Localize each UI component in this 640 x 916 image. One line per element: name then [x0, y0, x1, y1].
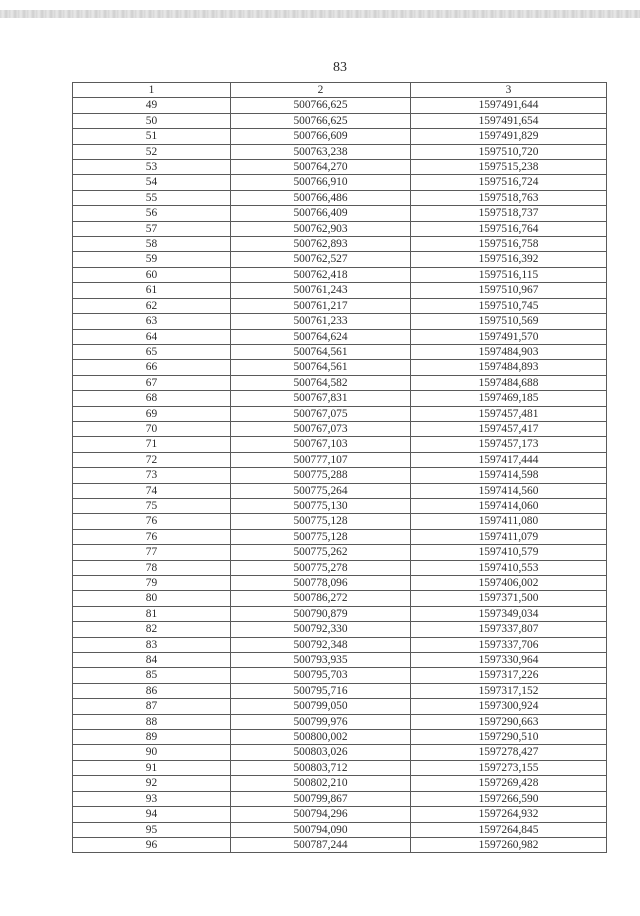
y-coordinate-cell: 1597516,758: [411, 237, 607, 252]
point-number-cell: 81: [73, 606, 231, 621]
x-coordinate-cell: 500762,418: [231, 267, 411, 282]
y-coordinate-cell: 1597266,590: [411, 791, 607, 806]
table-row: [73, 745, 607, 760]
coordinates-table: [72, 82, 607, 853]
x-coordinate-cell: 500766,910: [231, 175, 411, 190]
table-row: [73, 606, 607, 621]
x-coordinate-cell: 500762,903: [231, 221, 411, 236]
x-coordinate-cell: 500799,976: [231, 714, 411, 729]
x-coordinate-cell: 500764,624: [231, 329, 411, 344]
point-number-cell: 67: [73, 375, 231, 390]
x-coordinate-cell: 500795,716: [231, 683, 411, 698]
y-coordinate-cell: 1597330,964: [411, 653, 607, 668]
y-coordinate-cell: 1597414,060: [411, 498, 607, 513]
table-row: [73, 391, 607, 406]
x-coordinate-cell: 500761,243: [231, 283, 411, 298]
point-number-cell: 60: [73, 267, 231, 282]
y-coordinate-cell: 1597457,417: [411, 421, 607, 436]
y-coordinate-cell: 1597414,560: [411, 483, 607, 498]
x-coordinate-cell: 500762,893: [231, 237, 411, 252]
y-coordinate-cell: 1597516,392: [411, 252, 607, 267]
y-coordinate-cell: 1597269,428: [411, 776, 607, 791]
table-row: [73, 791, 607, 806]
x-coordinate-cell: 500761,217: [231, 298, 411, 313]
table-body: [73, 98, 607, 853]
point-number-cell: 51: [73, 129, 231, 144]
table-row: [73, 160, 607, 175]
table-row: [73, 637, 607, 652]
x-coordinate-cell: 500767,103: [231, 437, 411, 452]
table-row: [73, 837, 607, 852]
x-coordinate-cell: 500775,278: [231, 560, 411, 575]
point-number-cell: 49: [73, 98, 231, 113]
point-number-cell: 91: [73, 760, 231, 775]
point-number-cell: 96: [73, 837, 231, 852]
y-coordinate-cell: 1597484,688: [411, 375, 607, 390]
table-row: [73, 699, 607, 714]
point-number-cell: 86: [73, 683, 231, 698]
y-coordinate-cell: 1597410,553: [411, 560, 607, 575]
table-row: [73, 175, 607, 190]
point-number-cell: 89: [73, 730, 231, 745]
x-coordinate-cell: 500800,002: [231, 730, 411, 745]
y-coordinate-cell: 1597484,903: [411, 344, 607, 359]
x-coordinate-cell: 500767,831: [231, 391, 411, 406]
table-row: [73, 653, 607, 668]
x-coordinate-cell: 500761,233: [231, 314, 411, 329]
y-coordinate-cell: 1597317,226: [411, 668, 607, 683]
y-coordinate-cell: 1597510,569: [411, 314, 607, 329]
point-number-cell: 54: [73, 175, 231, 190]
x-coordinate-cell: 500792,330: [231, 622, 411, 637]
page-number: 83: [333, 60, 347, 75]
point-number-cell: 80: [73, 591, 231, 606]
y-coordinate-cell: 1597516,115: [411, 267, 607, 282]
point-number-cell: 87: [73, 699, 231, 714]
point-number-cell: 61: [73, 283, 231, 298]
table-row: [73, 314, 607, 329]
table-row: [73, 298, 607, 313]
point-number-cell: 59: [73, 252, 231, 267]
x-coordinate-cell: 500786,272: [231, 591, 411, 606]
table-row: [73, 98, 607, 113]
y-coordinate-cell: 1597469,185: [411, 391, 607, 406]
point-number-cell: 73: [73, 468, 231, 483]
y-coordinate-cell: 1597457,173: [411, 437, 607, 452]
y-coordinate-cell: 1597300,924: [411, 699, 607, 714]
y-coordinate-cell: 1597518,737: [411, 206, 607, 221]
y-coordinate-cell: 1597515,238: [411, 160, 607, 175]
table-row: [73, 113, 607, 128]
table-row: [73, 776, 607, 791]
table-row: [73, 483, 607, 498]
point-number-cell: 52: [73, 144, 231, 159]
y-coordinate-cell: 1597371,500: [411, 591, 607, 606]
x-coordinate-cell: 500766,486: [231, 190, 411, 205]
y-coordinate-cell: 1597411,080: [411, 514, 607, 529]
y-coordinate-cell: 1597484,893: [411, 360, 607, 375]
table-row: [73, 375, 607, 390]
point-number-cell: 69: [73, 406, 231, 421]
table-row: [73, 560, 607, 575]
point-number-cell: 83: [73, 637, 231, 652]
table-header-row: [73, 83, 607, 98]
x-coordinate-cell: 500764,582: [231, 375, 411, 390]
y-coordinate-cell: 1597510,745: [411, 298, 607, 313]
table-row: [73, 730, 607, 745]
x-coordinate-cell: 500766,609: [231, 129, 411, 144]
x-coordinate-cell: 500775,262: [231, 545, 411, 560]
x-coordinate-cell: 500793,935: [231, 653, 411, 668]
y-coordinate-cell: 1597264,932: [411, 807, 607, 822]
x-coordinate-cell: 500794,296: [231, 807, 411, 822]
table-row: [73, 622, 607, 637]
point-number-cell: 58: [73, 237, 231, 252]
table-row: [73, 360, 607, 375]
table-row: [73, 807, 607, 822]
x-coordinate-cell: 500792,348: [231, 637, 411, 652]
point-number-cell: 95: [73, 822, 231, 837]
point-number-cell: 63: [73, 314, 231, 329]
x-coordinate-cell: 500767,073: [231, 421, 411, 436]
table-row: [73, 529, 607, 544]
y-coordinate-cell: 1597510,720: [411, 144, 607, 159]
point-number-cell: 53: [73, 160, 231, 175]
point-number-cell: 72: [73, 452, 231, 467]
point-number-cell: 74: [73, 483, 231, 498]
x-coordinate-cell: 500775,288: [231, 468, 411, 483]
table-row: [73, 452, 607, 467]
x-coordinate-cell: 500764,561: [231, 344, 411, 359]
y-coordinate-cell: 1597414,598: [411, 468, 607, 483]
y-coordinate-cell: 1597491,570: [411, 329, 607, 344]
table-row: [73, 591, 607, 606]
table-row: [73, 252, 607, 267]
x-coordinate-cell: 500778,096: [231, 576, 411, 591]
table-row: [73, 760, 607, 775]
x-coordinate-cell: 500766,625: [231, 113, 411, 128]
x-coordinate-cell: 500775,128: [231, 514, 411, 529]
point-number-cell: 78: [73, 560, 231, 575]
y-coordinate-cell: 1597510,967: [411, 283, 607, 298]
y-coordinate-cell: 1597411,079: [411, 529, 607, 544]
point-number-cell: 76: [73, 529, 231, 544]
x-coordinate-cell: 500766,409: [231, 206, 411, 221]
table-row: [73, 144, 607, 159]
y-coordinate-cell: 1597337,706: [411, 637, 607, 652]
table-row: [73, 344, 607, 359]
x-coordinate-cell: 500799,867: [231, 791, 411, 806]
x-coordinate-cell: 500794,090: [231, 822, 411, 837]
point-number-cell: 70: [73, 421, 231, 436]
table-row: [73, 576, 607, 591]
y-coordinate-cell: 1597491,654: [411, 113, 607, 128]
x-coordinate-cell: 500764,561: [231, 360, 411, 375]
table-row: [73, 267, 607, 282]
point-number-cell: 68: [73, 391, 231, 406]
y-coordinate-cell: 1597491,644: [411, 98, 607, 113]
point-number-cell: 56: [73, 206, 231, 221]
x-coordinate-cell: 500767,075: [231, 406, 411, 421]
y-coordinate-cell: 1597516,724: [411, 175, 607, 190]
table-row: [73, 237, 607, 252]
x-coordinate-cell: 500764,270: [231, 160, 411, 175]
y-coordinate-cell: 1597317,152: [411, 683, 607, 698]
point-number-cell: 71: [73, 437, 231, 452]
table-row: [73, 514, 607, 529]
point-number-cell: 64: [73, 329, 231, 344]
point-number-cell: 92: [73, 776, 231, 791]
point-number-cell: 55: [73, 190, 231, 205]
y-coordinate-cell: 1597260,982: [411, 837, 607, 852]
y-coordinate-cell: 1597417,444: [411, 452, 607, 467]
y-coordinate-cell: 1597518,763: [411, 190, 607, 205]
table-row: [73, 683, 607, 698]
point-number-cell: 93: [73, 791, 231, 806]
point-number-cell: 57: [73, 221, 231, 236]
y-coordinate-cell: 1597457,481: [411, 406, 607, 421]
table-row: [73, 437, 607, 452]
table-row: [73, 421, 607, 436]
column-header-1: 1: [73, 83, 231, 98]
x-coordinate-cell: 500763,238: [231, 144, 411, 159]
table-row: [73, 545, 607, 560]
y-coordinate-cell: 1597410,579: [411, 545, 607, 560]
x-coordinate-cell: 500775,264: [231, 483, 411, 498]
point-number-cell: 85: [73, 668, 231, 683]
point-number-cell: 62: [73, 298, 231, 313]
point-number-cell: 94: [73, 807, 231, 822]
point-number-cell: 90: [73, 745, 231, 760]
x-coordinate-cell: 500766,625: [231, 98, 411, 113]
table-row: [73, 206, 607, 221]
table-row: [73, 406, 607, 421]
x-coordinate-cell: 500775,130: [231, 498, 411, 513]
point-number-cell: 65: [73, 344, 231, 359]
table-row: [73, 129, 607, 144]
y-coordinate-cell: 1597337,807: [411, 622, 607, 637]
x-coordinate-cell: 500790,879: [231, 606, 411, 621]
x-coordinate-cell: 500762,527: [231, 252, 411, 267]
table-row: [73, 468, 607, 483]
y-coordinate-cell: 1597491,829: [411, 129, 607, 144]
table-row: [73, 329, 607, 344]
x-coordinate-cell: 500803,712: [231, 760, 411, 775]
y-coordinate-cell: 1597264,845: [411, 822, 607, 837]
table-row: [73, 221, 607, 236]
y-coordinate-cell: 1597516,764: [411, 221, 607, 236]
table-row: [73, 714, 607, 729]
x-coordinate-cell: 500795,703: [231, 668, 411, 683]
x-coordinate-cell: 500802,210: [231, 776, 411, 791]
point-number-cell: 75: [73, 498, 231, 513]
x-coordinate-cell: 500775,128: [231, 529, 411, 544]
y-coordinate-cell: 1597406,002: [411, 576, 607, 591]
table-row: [73, 190, 607, 205]
point-number-cell: 76: [73, 514, 231, 529]
point-number-cell: 82: [73, 622, 231, 637]
table-row: [73, 498, 607, 513]
column-header-2: 2: [231, 83, 411, 98]
point-number-cell: 66: [73, 360, 231, 375]
scan-artifact-bar: [0, 10, 640, 18]
table-row: [73, 283, 607, 298]
x-coordinate-cell: 500803,026: [231, 745, 411, 760]
point-number-cell: 79: [73, 576, 231, 591]
y-coordinate-cell: 1597273,155: [411, 760, 607, 775]
x-coordinate-cell: 500787,244: [231, 837, 411, 852]
table-row: [73, 668, 607, 683]
y-coordinate-cell: 1597290,663: [411, 714, 607, 729]
point-number-cell: 88: [73, 714, 231, 729]
y-coordinate-cell: 1597349,034: [411, 606, 607, 621]
y-coordinate-cell: 1597290,510: [411, 730, 607, 745]
point-number-cell: 77: [73, 545, 231, 560]
point-number-cell: 84: [73, 653, 231, 668]
y-coordinate-cell: 1597278,427: [411, 745, 607, 760]
x-coordinate-cell: 500777,107: [231, 452, 411, 467]
x-coordinate-cell: 500799,050: [231, 699, 411, 714]
table-row: [73, 822, 607, 837]
point-number-cell: 50: [73, 113, 231, 128]
column-header-3: 3: [411, 83, 607, 98]
